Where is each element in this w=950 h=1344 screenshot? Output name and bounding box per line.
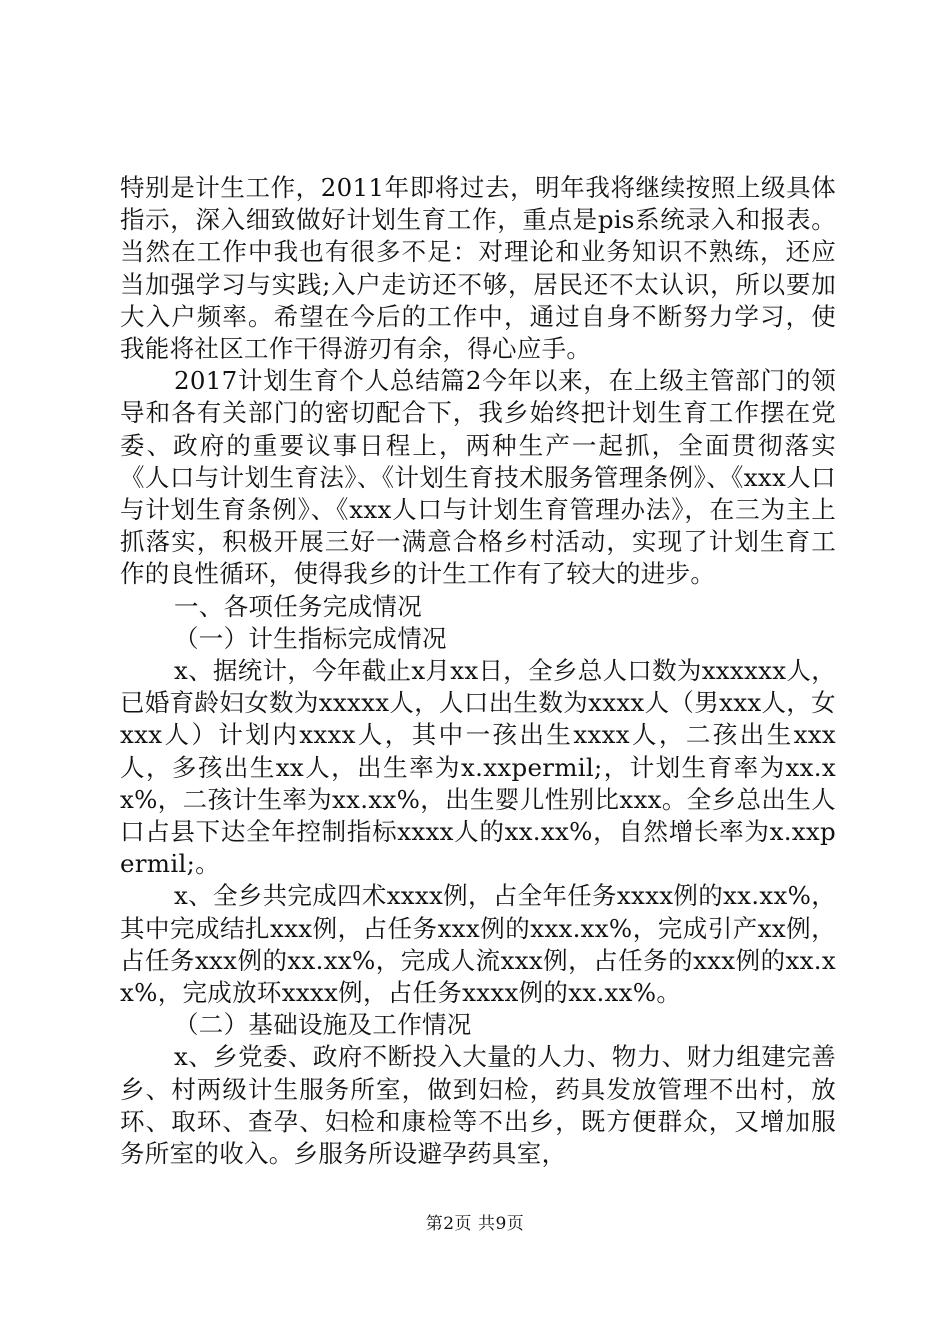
page-number-footer: 第2页 共9页 bbox=[425, 1214, 525, 1234]
subsection-heading-indicators: （一）计生指标完成情况 bbox=[174, 623, 447, 653]
document-body bbox=[120, 172, 836, 1170]
subsection-heading-infrastructure: （二）基础设施及工作情况 bbox=[174, 1010, 472, 1040]
paragraph-summary-2-intro: 2017计划生育个人总结篇2今年以来，在上级主管部门的领导和各有关部门的密切配合下，我乡始终把计划生育工作摆在党委、政府的重要议事日程上，两种生产一起抓，全面贯彻落实《人口与计划生育法》、《计划生育技术服务管理条例》、《xxx人口与计划生育条例》、《xxx人口与计划生育管理办法》，在三为主上抓落实，积极开展三好一满意合格乡村活动，实现了计划生育工作的良性循环，使得我乡的计生工作有了较大的进步。 bbox=[120, 366, 836, 589]
paragraph-statistics: x、据统计，今年截止x月xx日，全乡总人口数为xxxxxx人，已婚育龄妇女数为xxxxx人，人口出生数为xxxx人（男xxx人，女xxx人）计划内xxxx人，其中一孩出生xxxx人，二孩出生xxx人，多孩出生xx人，出生率为x.xxpermil;，计划生育率为xx.xx%，二孩计生率为xx.xx%，出生婴儿性别比xxx。全乡总出生人口占县下达全年控制指标xxxx人的xx.xx%，自然增长率为x.xxpermil;。 bbox=[120, 656, 836, 879]
paragraph-four-operations: x、全乡共完成四术xxxx例，占全年任务xxxx例的xx.xx%，其中完成结扎xxx例，占任务xxx例的xxx.xx%，完成引产xx例，占任务xxx例的xx.xx%，完成人流xxx例，占任务的xxx例的xx.xx%，完成放环xxxx例，占任务xxxx例的xx.xx%。 bbox=[120, 881, 836, 1008]
paragraph-service-stations: x、乡党委、政府不断投入大量的人力、物力、财力组建完善乡、村两级计生服务所室，做到妇检，药具发放管理不出村，放环、取环、查孕、妇检和康检等不出乡，既方便群众，又增加服务所室的收入。乡服务所设避孕药具室， bbox=[120, 1042, 836, 1169]
section-heading-task-completion: 一、各项任务完成情况 bbox=[174, 591, 422, 621]
paragraph-work-summary-end: 特别是计生工作，2011年即将过去，明年我将继续按照上级具体指示，深入细致做好计划生育工作，重点是pis系统录入和报表。当然在工作中我也有很多不足：对理论和业务知识不熟练，还应当加强学习与实践;入户走访还不够，居民还不太认识，所以要加大入户频率。希望在今后的工作中，通过自身不断努力学习，使我能将社区工作干得游刃有余，得心应手。 bbox=[120, 173, 836, 364]
